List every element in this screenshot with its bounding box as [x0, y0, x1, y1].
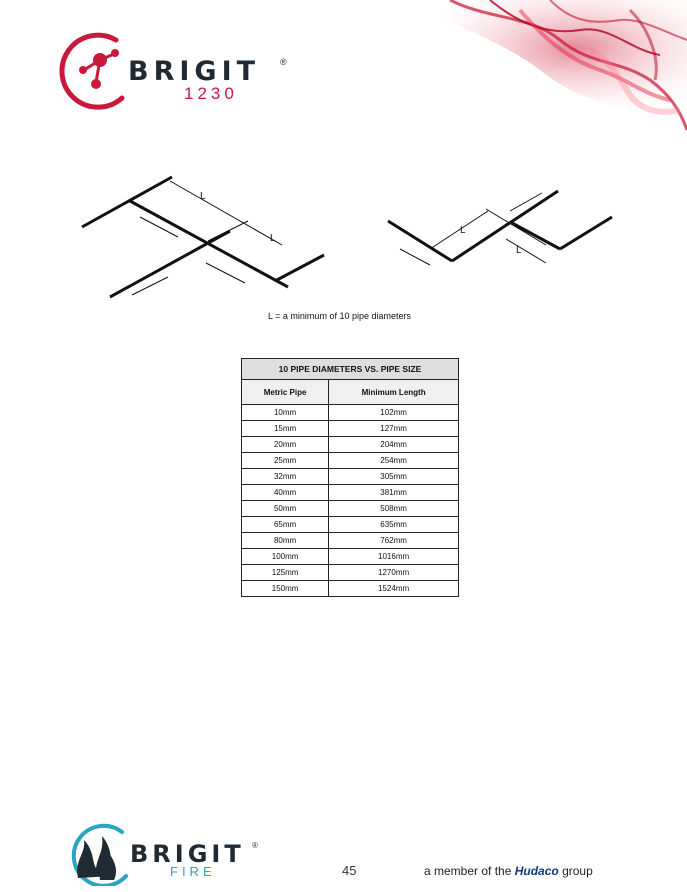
member-prefix: a member of the [424, 864, 515, 878]
pipe-tee-diagram [70, 165, 630, 305]
pipe-size-cell: 150mm [242, 581, 329, 597]
column-header-metric-pipe: Metric Pipe [242, 380, 329, 405]
hudaco-logo-text: Hudaco [514, 864, 559, 878]
dimension-label: L [200, 191, 206, 202]
member-statement [424, 864, 593, 878]
pipe-size-cell: 80mm [242, 533, 329, 549]
min-length-cell: 1016mm [329, 549, 459, 565]
pipe-size-cell: 65mm [242, 517, 329, 533]
table-row [242, 469, 459, 485]
footer-brand-name: BRIGIT [130, 840, 245, 868]
min-length-cell: 635mm [329, 517, 459, 533]
diagram-caption: L = a minimum of 10 pipe diameters [268, 311, 411, 321]
page-number: 45 [342, 863, 357, 878]
table-row [242, 405, 459, 421]
pipe-size-cell: 100mm [242, 549, 329, 565]
table-row [242, 565, 459, 581]
pipe-size-table [241, 358, 459, 597]
table-title: 10 PIPE DIAMETERS VS. PIPE SIZE [242, 359, 459, 380]
left-dimension-lines [132, 181, 282, 295]
table-row [242, 437, 459, 453]
table-row [242, 517, 459, 533]
min-length-cell: 1270mm [329, 565, 459, 581]
footer-brand-sub: FIRE [170, 864, 216, 879]
min-length-cell: 254mm [329, 453, 459, 469]
column-header-minimum-length: Minimum Length [329, 380, 459, 405]
min-length-cell: 508mm [329, 501, 459, 517]
table-row [242, 581, 459, 597]
pipe-size-cell: 15mm [242, 421, 329, 437]
dimension-label: L [270, 233, 276, 244]
min-length-cell: 127mm [329, 421, 459, 437]
min-length-cell: 204mm [329, 437, 459, 453]
right-tee-pipes [388, 191, 612, 261]
min-length-cell: 102mm [329, 405, 459, 421]
registered-mark: ® [280, 57, 287, 67]
product-number: 1230 [184, 84, 238, 103]
member-suffix: group [558, 864, 593, 878]
min-length-cell: 381mm [329, 485, 459, 501]
table-row [242, 501, 459, 517]
table-row [242, 453, 459, 469]
pipe-size-cell: 32mm [242, 469, 329, 485]
footer-registered-mark: ® [252, 841, 258, 850]
min-length-cell: 1524mm [329, 581, 459, 597]
pipe-size-cell: 20mm [242, 437, 329, 453]
min-length-cell: 762mm [329, 533, 459, 549]
pipe-size-cell: 10mm [242, 405, 329, 421]
pipe-size-cell: 40mm [242, 485, 329, 501]
pipe-size-cell: 50mm [242, 501, 329, 517]
min-length-cell: 305mm [329, 469, 459, 485]
table-row [242, 421, 459, 437]
pipe-size-cell: 125mm [242, 565, 329, 581]
table-row [242, 533, 459, 549]
pipe-size-cell: 25mm [242, 453, 329, 469]
dimension-label: L [460, 225, 466, 236]
dimension-label: L [516, 245, 522, 256]
table-row [242, 485, 459, 501]
table-row [242, 549, 459, 565]
brand-name: BRIGIT [128, 56, 261, 87]
red-smoke-graphic [290, 0, 687, 140]
